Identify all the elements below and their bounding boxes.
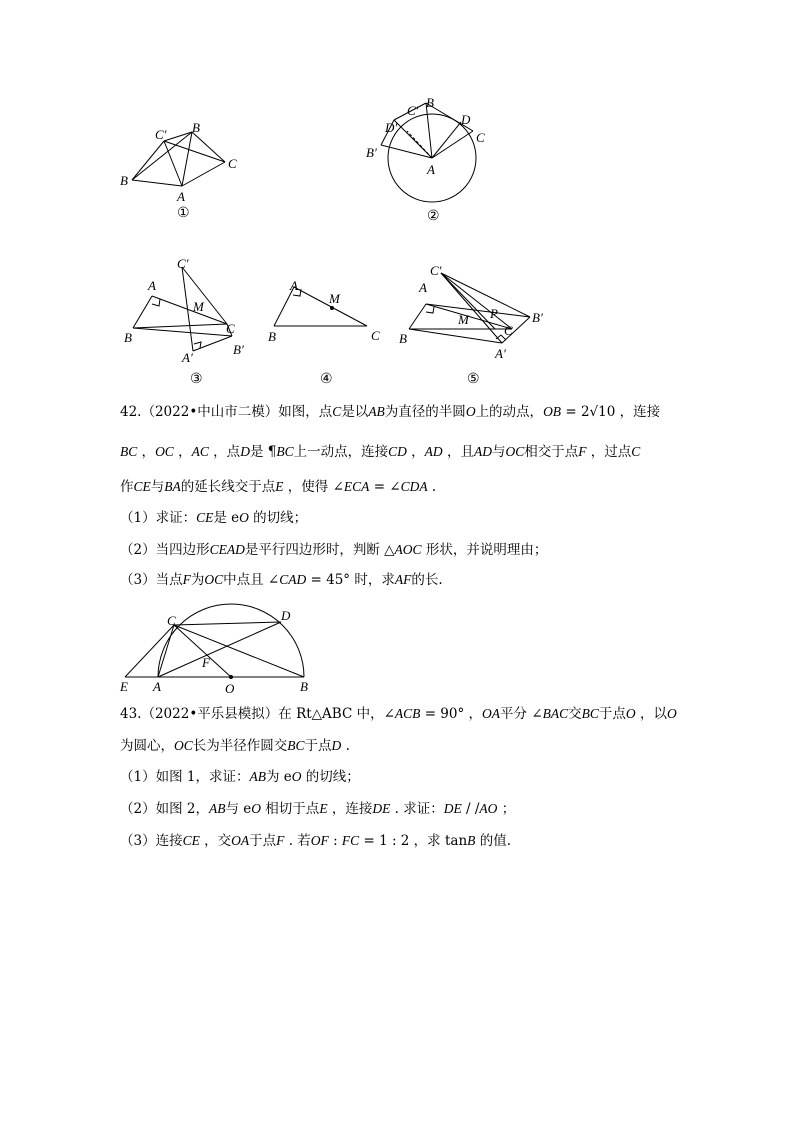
figure-4	[255, 270, 395, 385]
label-c: C	[228, 156, 237, 171]
label-b: B	[192, 120, 200, 135]
label-a: A	[427, 162, 435, 177]
text: ；	[497, 801, 516, 817]
label-d-prime: D′	[385, 120, 398, 135]
label-c: C	[226, 321, 235, 336]
text: ，交	[199, 833, 232, 849]
var: ECA	[343, 479, 370, 494]
text: ，	[406, 444, 425, 460]
text: = 2√10 ，连接	[561, 404, 661, 420]
text: . 若	[284, 833, 311, 849]
label-d: D	[281, 608, 291, 623]
label-a: A	[419, 280, 427, 295]
var: F	[578, 444, 587, 459]
text: 是 ¶	[249, 444, 277, 460]
text: （3）连接	[120, 833, 183, 849]
label-c-prime: C′	[155, 127, 167, 142]
label-e: E	[120, 679, 128, 694]
figure-5	[395, 260, 560, 385]
var: OC	[204, 572, 224, 587]
q43-part-3	[120, 831, 511, 851]
var: C	[332, 404, 342, 419]
q42-line-1	[120, 402, 660, 422]
text: 与	[150, 479, 165, 495]
label-b: B	[426, 95, 434, 110]
var: DE	[372, 801, 391, 816]
text: 为直径的半圆	[384, 404, 466, 420]
label-b-prime: B′	[532, 310, 543, 325]
label-c-prime: C′	[407, 103, 419, 118]
var: D	[240, 444, 250, 459]
var: OC	[505, 444, 525, 459]
var: O	[625, 706, 636, 721]
text: 上一动点，连接	[293, 444, 389, 460]
var: AF	[394, 572, 412, 587]
label-m: M	[193, 299, 204, 314]
label-a-prime: A′	[182, 350, 193, 365]
text: 于点	[598, 706, 626, 722]
q42-line-2	[120, 442, 640, 462]
var: CDA	[400, 479, 428, 494]
label-c-prime: C′	[430, 263, 442, 278]
text: 与	[491, 444, 506, 460]
text: 与 e	[225, 801, 252, 817]
text: 长为半径作圆交	[192, 738, 288, 754]
text: ，连接	[327, 801, 373, 817]
label-d: D	[461, 112, 471, 127]
text: 相交于点	[524, 444, 579, 460]
figure-1	[110, 115, 250, 225]
var: OC	[155, 444, 174, 459]
text: 中点且 ∠	[223, 572, 280, 588]
text: 是平行四边形时，判断 △	[244, 542, 395, 558]
var: O	[251, 801, 262, 816]
text: = 90° ，	[420, 706, 483, 722]
text: 于点	[249, 833, 277, 849]
text: （1）求证：	[120, 510, 197, 526]
text: 平分 ∠	[500, 706, 543, 722]
var: AD	[473, 444, 492, 459]
text: ，	[173, 444, 192, 460]
q42-line-3	[120, 477, 436, 497]
var: F	[182, 572, 191, 587]
q42-part-2	[120, 540, 547, 560]
figure-number: ③	[190, 372, 203, 385]
var: F	[276, 833, 285, 848]
figure-number: ①	[177, 206, 190, 221]
label-b: B	[300, 679, 308, 694]
text: ，过点	[586, 444, 632, 460]
text: ，以	[635, 706, 667, 722]
text: ，使得 ∠	[283, 479, 344, 495]
var: BC	[287, 738, 305, 753]
label-a-prime: A′	[495, 346, 506, 361]
var: AB	[249, 769, 266, 784]
label-m: M	[458, 312, 469, 327]
label-a: A	[177, 189, 185, 204]
var: C	[631, 444, 641, 459]
var: BC	[120, 444, 138, 459]
q43-part-2	[120, 799, 515, 819]
text: . 求证：	[390, 801, 444, 817]
label-c-prime: C′	[177, 256, 189, 271]
label-b-prime: B′	[233, 342, 244, 357]
var: E	[275, 479, 284, 494]
var: CEAD	[209, 542, 245, 557]
text: 作	[120, 479, 134, 495]
q43-part-1	[120, 767, 360, 787]
label-b-left: B	[120, 173, 128, 188]
text: / /	[461, 801, 480, 817]
label-a: A	[290, 278, 298, 293]
text: 42.（2022•中山市二模）如图，点	[120, 404, 333, 420]
text: 的长.	[411, 572, 443, 588]
text: = 1 : 2 ，求 tan	[359, 833, 468, 849]
label-c: C	[476, 130, 485, 145]
text: ，且	[442, 444, 474, 460]
text: .	[427, 479, 437, 495]
label-o: O	[225, 681, 235, 696]
text: :	[328, 833, 342, 849]
text: 的值.	[475, 833, 511, 849]
var: DE	[443, 801, 462, 816]
var: CAD	[279, 572, 307, 587]
var: OF	[310, 833, 329, 848]
label-f: F	[202, 655, 210, 670]
label-p: P	[490, 306, 498, 321]
label-b: B	[124, 330, 132, 345]
text: ，	[137, 444, 156, 460]
var: OA	[482, 706, 501, 721]
var: AD	[424, 444, 443, 459]
var: OC	[174, 738, 193, 753]
var: BA	[164, 479, 181, 494]
text: 的切线；	[301, 769, 360, 785]
var: AO	[479, 801, 498, 816]
var: CE	[196, 510, 214, 525]
text: 43.（2022•平乐县模拟）在 Rt△ABC 中，∠	[120, 706, 395, 722]
figure-number: ④	[320, 372, 333, 385]
figure-number: ②	[427, 209, 440, 224]
var: D	[331, 738, 342, 753]
text: 为	[190, 572, 205, 588]
q43-line-1	[120, 704, 677, 724]
text: .	[341, 738, 350, 754]
var: FC	[341, 833, 360, 848]
var: BC	[276, 444, 294, 459]
var: CE	[182, 833, 200, 848]
text: ，点	[208, 444, 241, 460]
text: = ∠	[369, 479, 401, 495]
text: = 45° 时，求	[306, 572, 395, 588]
var: CE	[133, 479, 151, 494]
var: AB	[368, 404, 385, 419]
text: 形状，并说明理由；	[421, 542, 548, 558]
label-c: C	[167, 613, 176, 628]
text: 的延长线交于点	[180, 479, 276, 495]
var: B	[467, 833, 476, 848]
figure-q42	[115, 600, 330, 697]
label-c: C	[504, 323, 513, 338]
text: （3）当点	[120, 572, 183, 588]
q42-part-3	[120, 570, 443, 590]
text: （2）当四边形	[120, 542, 210, 558]
text: 的切线；	[248, 510, 308, 526]
var: AB	[208, 801, 226, 816]
var: ACB	[394, 706, 421, 721]
text: 于点	[304, 738, 332, 754]
label-m: M	[329, 291, 340, 306]
label-b: B	[399, 331, 407, 346]
text: 为圆心，	[120, 738, 174, 754]
text: 是 e	[213, 510, 240, 526]
label-b-prime: B′	[366, 145, 377, 160]
text: 上的动点，	[475, 404, 544, 420]
q43-line-2	[120, 736, 350, 756]
var: E	[319, 801, 328, 816]
label-b: B	[268, 329, 276, 344]
var: OA	[231, 833, 250, 848]
var: O	[666, 706, 677, 721]
var: OB	[543, 404, 562, 419]
var: BC	[581, 706, 599, 721]
var: CD	[388, 444, 407, 459]
label-a: A	[148, 278, 156, 293]
var: AC	[191, 444, 209, 459]
label-a: A	[153, 679, 161, 694]
figure-3	[115, 250, 260, 385]
label-c: C	[371, 328, 380, 343]
var: O	[239, 510, 249, 525]
figure-number: ⑤	[467, 372, 480, 385]
var: BAC	[542, 706, 569, 721]
text: 交	[568, 706, 582, 722]
text: （1）如图 1，求证：	[120, 769, 250, 785]
var: O	[465, 404, 476, 419]
var: O	[291, 769, 302, 784]
q42-part-1	[120, 508, 307, 528]
text: 为 e	[265, 769, 292, 785]
text: （2）如图 2，	[120, 801, 209, 817]
figure-2	[360, 92, 500, 227]
var: AOC	[394, 542, 422, 557]
text: 相切于点	[261, 801, 320, 817]
text: 是以	[341, 404, 369, 420]
